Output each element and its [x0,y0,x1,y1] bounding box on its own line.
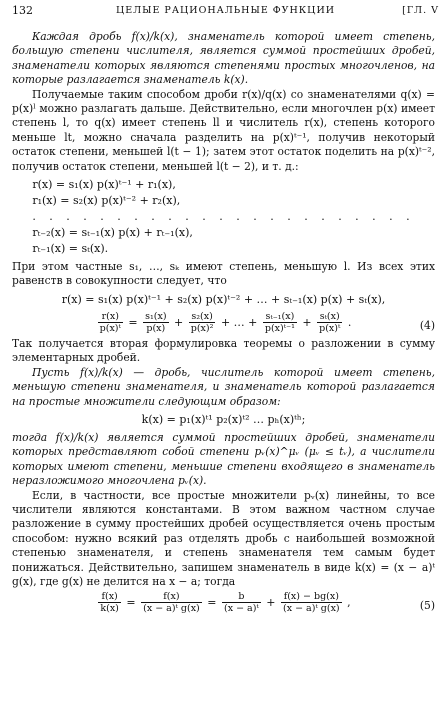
fraction: $\frac{\text{sₜ(x)}}{\text{p(x)ᵗ}}$ [319,310,341,334]
chapter-label: [ГЛ. V [402,5,439,16]
chapter-title: ЦЕЛЫЕ РАЦИОНАЛЬНЫЕ ФУНКЦИИ [115,5,336,16]
equation-k: k(x) = p₁(x)ᵗ¹ p₂(x)ᵗ² … pₕ(x)ᵗʰ; [141,412,306,426]
equation-sum: r(x) = s₁(x) p(x)ᵗ⁻¹ + s₂(x) p(x)ᵗ⁻² + … + sₜ₋₁(x) p(x) + sₜ(x), [61,292,386,306]
equation-number: (4) [419,318,435,332]
system-line: rₜ₋₁(x) = sₜ(x). [32,242,109,256]
system-line: r(x) = s₁(x) p(x)ᵗ⁻¹ + r₁(x), [32,178,176,192]
fraction: $\frac{r(x)}{\text{p(x)ᵗ}}$ [99,310,121,334]
paragraph-then: тогда f(x)/k(x) является суммой простейших дробей, знаменатели которых представляют собой степени pᵥ(x)^μᵥ (μᵥ ≤ tᵥ), а числители которых имеют степени, меньшие степени входящего в знаменатель неразложимого многочлена pᵥ(x). [12,430,435,488]
fraction: $\frac{\text{s₁(x)}}{p(x)}$ [145,310,167,334]
theorem-paragraph: Каждая дробь f(x)/k(x), знаменатель которой имеет степень, большую степени числителя, является суммой простейших дробей, знаменатели которых являются степенями простых многочленов, на которые разлагается знаменатель k(x). [12,30,435,87]
equation-number: (5) [419,599,435,613]
paragraph-linear-case: Если, в частности, все простые множители pᵥ(x) линейны, то все числители являются константами. В этом важном частном случае разложение в сумму простейших дробей осуществляется очень простым способом: нужно всякий раз отделять дробь с наибольшей возможной степенью знаменателя, и степень знаменателя тем самым будет понижаться. Действительно, запишем знаменатель в виде k(x) = (x − a)ᵗ g(x), где g(x) не делится на x − a; тогда [12,488,435,588]
paragraph-second-formulation: Так получается вторая формулировка теоремы о разложении в сумму элементарных дробей. [12,336,435,365]
system-ellipsis: . . . . . . . . . . . . . . . . . . . . . . . [32,210,415,224]
page-number: 132 [12,4,33,17]
fraction: $\frac{b}{\text{(x − a)ᵗ}}$ [223,591,259,615]
fraction: $\frac{\text{s₂(x)}}{\text{p(x)²}}$ [190,310,214,334]
fraction: $\frac{f(x) - bg(x)}{\text{(x − a)ᵗ g(x)}}$ [282,591,340,615]
paragraph-decomposition: Получаемые таким способом дроби r(x)/q(x) со знаменателями q(x) = p(x)ˡ можно разлагать дальше. Действительно, если многочлен p(x) имеет степень l, то q(x) имеет степень ll и числитель r(x), степень которого меньше lt, можно сначала разделить на p(x)ᵗ⁻¹, получив некоторый остаток степени, меньшей l(t − 1); затем этот остаток поделить на p(x)ᵗ⁻², получив остаток степени, меньшей l(t − 2), и т. д.: [12,87,435,173]
fraction: $\frac{\text{sₜ₋₁(x)}}{\text{p(x)ᵗ⁻¹}}$ [264,310,295,334]
equation-4: $\frac{r(x)}{\text{p(x)ᵗ}}$ = $\frac{\text{s₁(x)}}{p(x)}$ + $\frac{\text{s₂(x)}}{\text{p(x)²}}$ + … + $\frac{\text{sₜ₋₁(x)}}{\text{p(x)ᵗ⁻¹}}$ + $\frac{\text{sₜ(x)}}{\text{p(x)ᵗ}}$ . (4) [99,310,435,334]
division-system [12,177,435,257]
paragraph-quotients: При этом частные s₁, …, sₖ имеют степень, меньшую l. Из всех этих равенств в совокупности следует, что [12,260,435,288]
fraction: $\frac{f(x)}{\text{(x − a)ᵗ g(x)}}$ [143,591,200,615]
system-line: rₜ₋₂(x) = sₜ₋₁(x) p(x) + rₜ₋₁(x), [32,226,193,240]
paragraph-let: Пусть f(x)/k(x) — дробь, числитель которой имеет степень, меньшую степени знаменателя, и знаменатель которой разлагается на простые множители следующим образом: [12,365,435,408]
running-header [12,4,439,20]
page-body [12,30,435,617]
equation-5: $\frac{f(x)}{k(x)}$ = $\frac{f(x)}{\text{(x − a)ᵗ g(x)}}$ = $\frac{b}{\text{(x − a)ᵗ}}$ + $\frac{f(x) - bg(x)}{\text{(x − a)ᵗ g(x)}}$ , (5) [100,591,435,615]
system-line: r₁(x) = s₂(x) p(x)ᵗ⁻² + r₂(x), [32,194,181,208]
fraction: $\frac{f(x)}{k(x)}$ [100,591,119,615]
